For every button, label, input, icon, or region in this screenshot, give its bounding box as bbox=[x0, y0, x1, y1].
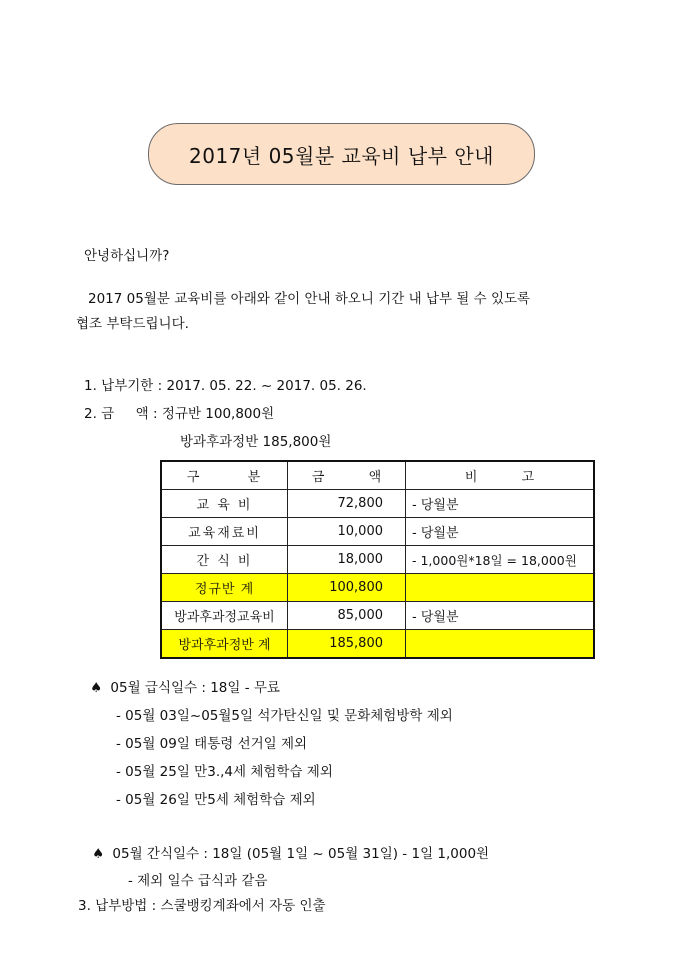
title-text: 2017년 05월분 교육비 납부 안내 bbox=[189, 143, 494, 168]
row-category: 방과후과정교육비 bbox=[161, 602, 288, 630]
row-note: - 1,000원*18일 = 18,000원 bbox=[406, 546, 595, 574]
spade-icon: ♠ bbox=[90, 680, 103, 696]
table-row bbox=[161, 490, 594, 518]
row-amount: 100,800 bbox=[288, 574, 406, 602]
table-row-subtotal-afterschool bbox=[161, 630, 594, 659]
intro-line-2: 협조 부탁드립니다. bbox=[76, 316, 189, 332]
row-category: 교육재료비 bbox=[161, 518, 288, 546]
meals-exclusion-item: - 05월 25일 만3.,4세 체험학습 제외 bbox=[116, 764, 333, 780]
row-amount: 72,800 bbox=[288, 490, 406, 518]
deadline-label: 1. 납부기한 : bbox=[84, 378, 163, 394]
row-amount: 10,000 bbox=[288, 518, 406, 546]
method-label: 3. 납부방법 : bbox=[78, 898, 157, 914]
amount-label: 2. 금 액 : bbox=[84, 406, 158, 422]
method-value: 스쿨뱅킹계좌에서 자동 인출 bbox=[160, 898, 326, 914]
intro-line-1: 2017 05월분 교육비를 아래와 같이 안내 하오니 기간 내 납부 될 수 있도록 bbox=[88, 291, 531, 307]
header-note: 비 고 bbox=[406, 461, 595, 490]
amount-item bbox=[84, 402, 274, 422]
row-note: - 당월분 bbox=[406, 490, 595, 518]
meals-exclusion-item: - 05월 09일 태통령 선거일 제외 bbox=[116, 736, 308, 752]
fee-table bbox=[160, 460, 595, 659]
row-amount: 18,000 bbox=[288, 546, 406, 574]
row-note: - 당월분 bbox=[406, 602, 595, 630]
row-amount: 85,000 bbox=[288, 602, 406, 630]
meals-exclusion-item: - 05월 26일 만5세 체험학습 제외 bbox=[116, 792, 316, 808]
spade-icon: ♠ bbox=[92, 846, 105, 862]
table-row bbox=[161, 546, 594, 574]
header-amount: 금 액 bbox=[288, 461, 406, 490]
table-header-row bbox=[161, 461, 594, 490]
row-category: 정규반 계 bbox=[161, 574, 288, 602]
row-category: 방과후과정반 계 bbox=[161, 630, 288, 659]
snacks-heading bbox=[92, 842, 489, 862]
meals-heading-text: 05월 급식일수 : 18일 - 무료 bbox=[110, 680, 280, 696]
row-note: - 당월분 bbox=[406, 518, 595, 546]
document-title bbox=[148, 123, 535, 185]
deadline-item bbox=[84, 374, 367, 394]
payment-method-item bbox=[78, 894, 326, 914]
header-category: 구 분 bbox=[161, 461, 288, 490]
snacks-note: - 제외 일수 급식과 같음 bbox=[128, 873, 268, 889]
table-row bbox=[161, 602, 594, 630]
table-row bbox=[161, 518, 594, 546]
greeting: 안녕하십니까? bbox=[84, 248, 170, 264]
amount-afterschool: 방과후과정반 185,800원 bbox=[180, 434, 332, 450]
row-note bbox=[406, 574, 595, 602]
row-note bbox=[406, 630, 595, 659]
amount-regular: 정규반 100,800원 bbox=[161, 406, 275, 422]
row-amount: 185,800 bbox=[288, 630, 406, 659]
meals-heading bbox=[90, 676, 280, 696]
deadline-value: 2017. 05. 22. ~ 2017. 05. 26. bbox=[166, 378, 367, 394]
row-category: 간 식 비 bbox=[161, 546, 288, 574]
table-row-subtotal-regular bbox=[161, 574, 594, 602]
meals-exclusion-item: - 05월 03일~05월5일 석가탄신일 및 문화체험방학 제외 bbox=[116, 708, 453, 724]
row-category: 교 육 비 bbox=[161, 490, 288, 518]
snacks-heading-text: 05월 간식일수 : 18일 (05월 1일 ~ 05월 31일) - 1일 1,000원 bbox=[112, 846, 490, 862]
